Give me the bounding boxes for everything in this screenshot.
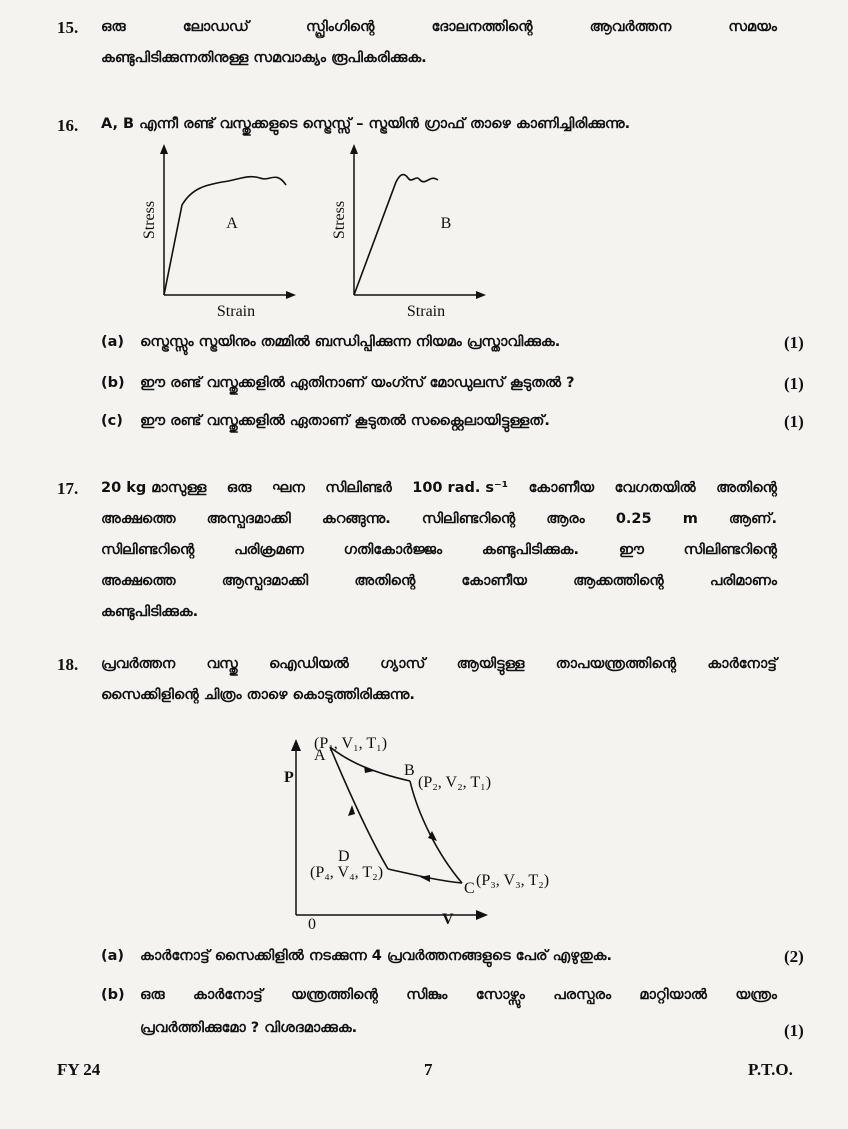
q15-w3: സ്പ്രിംഗിന്റെ [306, 19, 375, 35]
q18b-line1 [140, 987, 777, 1003]
footer-page-number: 7 [424, 1060, 433, 1079]
q18a-text: കാർനോട്ട് സൈക്കിളിൽ നടക്കുന്ന 4 പ്രവർത്തനങ്ങളുടെ പേര് എഴുതുക. [140, 948, 612, 964]
q17-l1-w1: 20 kg മാസുള്ള [101, 480, 207, 496]
q17-l4-w4: കോണീയ [461, 573, 527, 589]
q17-l2-w4: സിലിണ്ടറിന്റെ [421, 511, 516, 527]
graph-a-curve-label: A [226, 215, 238, 232]
q17-l4-w2: ആസ്പദമാക്കി [221, 573, 309, 589]
q17-l2-w6: 0.25 [615, 511, 652, 527]
q17-l3-w1: സിലിണ്ടറിന്റെ [101, 542, 195, 558]
q15-w1: ഒരു [101, 19, 126, 35]
point-d-label: D [338, 848, 350, 865]
q15-w4: ദോലനത്തിന്റെ [431, 19, 533, 35]
q17-l2-w8: ആണ്. [728, 511, 777, 527]
q16-number: 16. [57, 116, 79, 135]
q16b-text: ഈ രണ്ട് വസ്തുക്കളിൽ ഏതിനാണ് യംഗ്സ് മോഡുലസ് കൂടുതൽ ? [140, 375, 575, 391]
point-b-label: B [404, 762, 415, 779]
point-a-label: A [314, 747, 326, 764]
q16a-label: (a) [101, 334, 125, 350]
q18b-label: (b) [101, 987, 125, 1003]
stress-strain-graph-a [140, 140, 300, 320]
state-d-label: (P₄, V₄, T₂) [310, 864, 384, 881]
state-a-label: (P₁, V₁, T₁) [314, 735, 388, 752]
q18b-w3: യന്ത്രത്തിന്റെ [291, 987, 378, 1003]
q17-l1-w5: 100 rad. s⁻¹ [412, 480, 509, 496]
q18-number: 18. [57, 655, 79, 674]
q18-l1-w1: പ്രവർത്തന [101, 656, 176, 672]
q16b-marks: (1) [784, 374, 804, 393]
q18b-w4: സിങ്കും [406, 987, 448, 1003]
q15-number: 15. [57, 18, 79, 37]
q17-l2-w5: ആരം [546, 511, 585, 527]
q17-line3 [101, 542, 777, 558]
q17-l1-w4: സിലിണ്ടർ [325, 480, 392, 496]
state-b-label: (P₂, V₂, T₁) [418, 774, 492, 791]
q18-l1-w4: ഗ്യാസ് [380, 656, 426, 672]
q18-l1-w3: ഐഡിയൽ [269, 656, 349, 672]
q17-line5: കണ്ടുപിടിക്കുക. [101, 604, 199, 620]
graph-b-xlabel: Strain [406, 303, 446, 320]
q18b-marks: (1) [784, 1021, 804, 1040]
q17-l3-w6: സിലിണ്ടറിന്റെ [683, 542, 777, 558]
q17-l3-w3: ഗതികോർജ്ജം [343, 542, 443, 558]
origin-label: 0 [308, 916, 316, 933]
q18-l1-w2: വസ്തു [206, 656, 238, 672]
graph-a-xlabel: Strain [216, 303, 256, 320]
q17-l4-w1: അക്ഷത്തെ [101, 573, 176, 589]
q17-l1-w8: അതിന്റെ [716, 480, 777, 496]
q18b-w7: മാറ്റിയാൽ [639, 987, 707, 1003]
q16c-marks: (1) [784, 412, 804, 431]
q17-l2-w3: കറങ്ങുന്നു. [321, 511, 391, 527]
q17-l2-w1: അക്ഷത്തെ [101, 511, 176, 527]
q18b-w6: പരസ്പരം [553, 987, 612, 1003]
q18-line1 [101, 656, 777, 672]
graph-b-ylabel: Stress [331, 200, 348, 240]
q16a-marks: (1) [784, 333, 804, 352]
q18b-w8: യന്ത്രം [735, 987, 777, 1003]
q17-l1-w6: കോണീയ [528, 480, 595, 496]
q18b-line2: പ്രവർത്തിക്കുമോ ? വിശദമാക്കുക. [140, 1020, 358, 1036]
q15-w2: ലോഡഡ് [182, 19, 249, 35]
q17-l3-w4: കണ്ടുപിടിക്കുക. [481, 542, 580, 558]
q17-l2-w2: അസ്പദമാക്കി [206, 511, 291, 527]
q17-l1-w7: വേഗതയിൽ [614, 480, 696, 496]
q15-line2: കണ്ടുപിടിക്കുന്നതിനുള്ള സമവാക്യം രൂപികരിക്കുക. [101, 50, 427, 66]
q17-line4 [101, 573, 777, 589]
q16c-label: (c) [101, 413, 123, 429]
point-c-label: C [464, 880, 475, 897]
footer-pto: P.T.O. [748, 1060, 793, 1079]
q16b-label: (b) [101, 375, 125, 391]
axis-p-label: P [284, 769, 294, 786]
q17-line1 [101, 480, 777, 496]
axis-v-label: V [442, 911, 454, 928]
q18b-w5: സോഴ്സും [475, 987, 525, 1003]
footer-code: FY 24 [57, 1060, 101, 1079]
q15-line1 [101, 19, 777, 35]
q15-w6: സമയം [728, 19, 777, 35]
q17-l2-w7: m [682, 511, 698, 527]
graph-a-ylabel: Stress [141, 200, 158, 240]
q18b-w1: ഒരു [140, 987, 165, 1003]
q17-l1-w2: ഒരു [226, 480, 252, 496]
q18-l1-w5: ആയിട്ടുള്ള [456, 656, 525, 672]
carnot-cycle-diagram [280, 725, 560, 935]
q18-l1-w7: കാർനോട്ട് [707, 656, 777, 672]
q17-l4-w6: പരിമാണം [709, 573, 777, 589]
q17-l3-w2: പരിക്രമണ [234, 542, 304, 558]
q18-line2: സൈക്കിളിന്റെ ചിത്രം താഴെ കൊടുത്തിരിക്കുന്നു. [101, 687, 415, 703]
q16a-text: സ്ട്രെസ്സും സ്ട്രയിനും തമ്മിൽ ബന്ധിപ്പിക്കുന്ന നിയമം പ്രസ്താവിക്കുക. [140, 334, 561, 350]
q17-l1-w3: ഘന [271, 480, 305, 496]
q17-l3-w5: ഈ [618, 542, 644, 558]
state-c-label: (P₃, V₃, T₂) [476, 872, 550, 889]
q18-l1-w6: താപയന്ത്രത്തിന്റെ [555, 656, 677, 672]
q16-intro: A, B എന്നീ രണ്ട് വസ്തുക്കളുടെ സ്ട്രെസ്സ് – സ്ട്രയിൻ ഗ്രാഫ് താഴെ കാണിച്ചിരിക്കുന്നു. [101, 116, 631, 132]
q17-number: 17. [57, 479, 79, 498]
stress-strain-graph-b [330, 140, 490, 320]
arrow-da-icon [348, 805, 355, 816]
graph-b-curve-label: B [440, 215, 452, 232]
q15-w5: ആവർത്തന [589, 19, 672, 35]
q18a-label: (a) [101, 948, 125, 964]
q16c-text: ഈ രണ്ട് വസ്തുക്കളിൽ ഏതാണ് കൂടുതൽ സക്റ്റൈലായിട്ടുള്ളത്. [140, 413, 550, 429]
q17-l4-w3: അതിന്റെ [354, 573, 416, 589]
q17-l4-w5: ആക്കത്തിന്റെ [573, 573, 664, 589]
q17-line2 [101, 511, 777, 527]
q18b-w2: കാർനോട്ട് [192, 987, 263, 1003]
q18a-marks: (2) [784, 947, 804, 966]
